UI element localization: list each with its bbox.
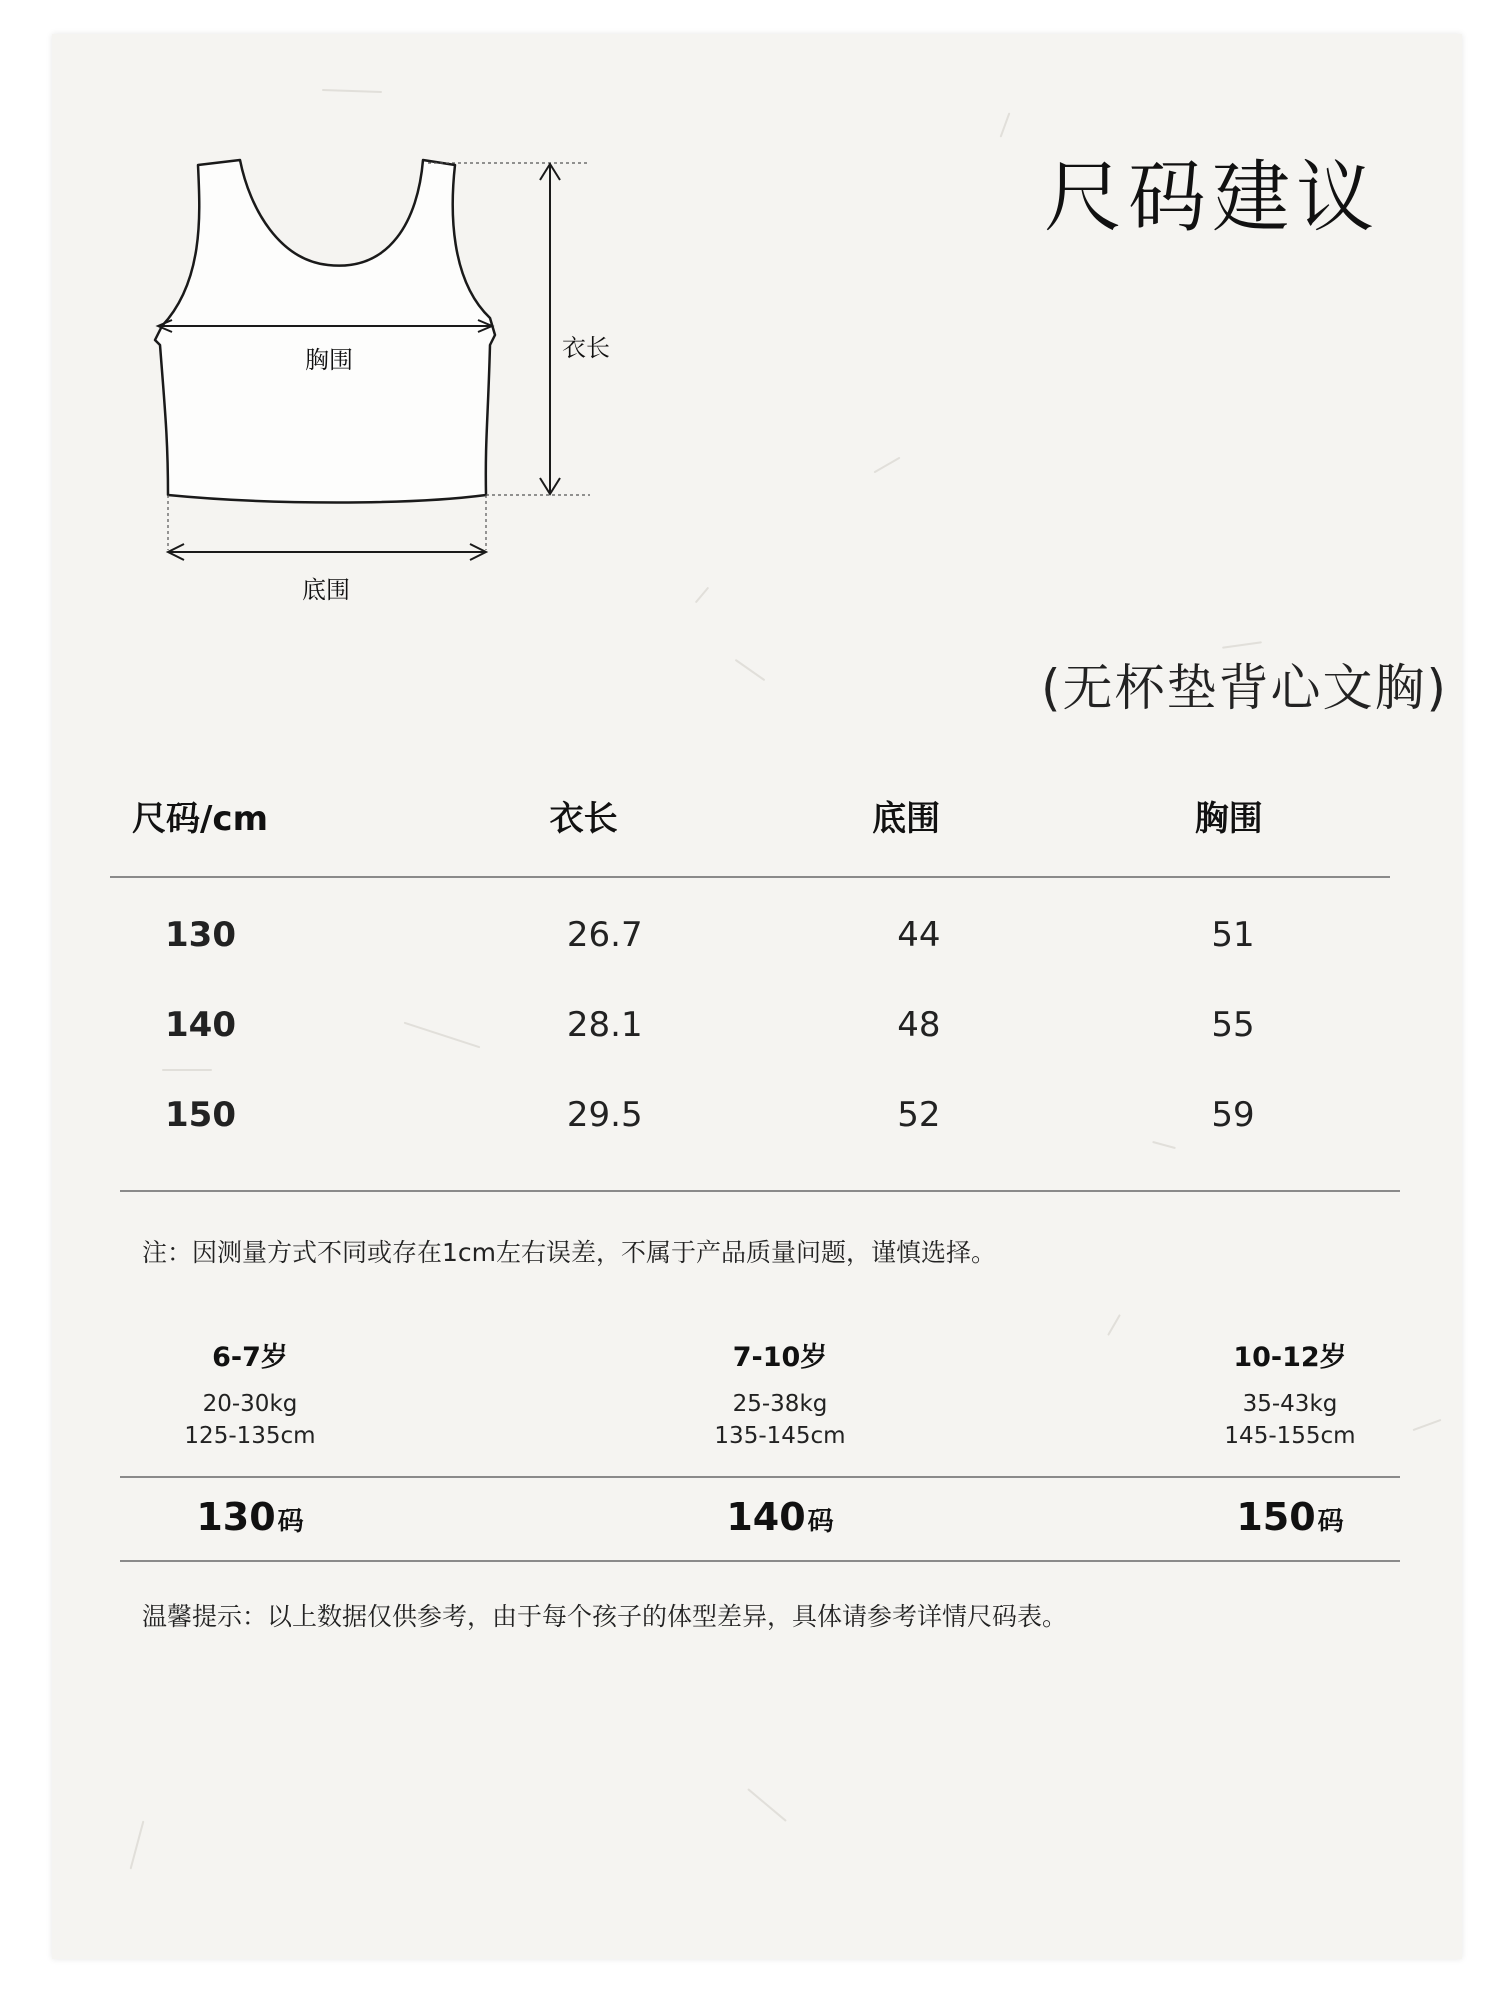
age-range: 7-10岁 [732,1342,828,1373]
header-size: 尺码/cm [132,798,268,839]
size-code: 130码 [196,1495,304,1539]
cell-chest: 51 [1211,915,1255,955]
chest-label: 胸围 [305,346,353,374]
hem-label: 底围 [302,576,350,604]
age-group [1160,1335,1420,1452]
weight-range: 35-43kg [1242,1391,1338,1417]
cell-length: 29.5 [566,1095,643,1135]
cell-hem: 48 [897,1005,941,1045]
size-code: 140码 [726,1495,834,1539]
divider [120,1560,1400,1562]
header-chest: 胸围 [1194,798,1263,839]
table-row [110,890,1390,980]
height-range: 135-145cm [714,1423,846,1449]
page-title: 尺码建议 [1043,153,1380,243]
weight-range: 20-30kg [202,1391,298,1417]
measurement-note: 注：因测量方式不同或存在1cm左右误差，不属于产品质量问题，谨慎选择。 [142,1238,997,1267]
table-header-row [110,770,1390,860]
tip-text: 温馨提示：以上数据仅供参考，由于每个孩子的体型差异，具体请参考详情尺码表。 [142,1602,1068,1631]
header-length: 衣长 [549,798,618,839]
table-divider [110,876,1390,878]
height-range: 145-155cm [1224,1423,1356,1449]
age-group [120,1335,380,1452]
length-label: 衣长 [562,334,610,362]
recommended-sizes [120,1480,1400,1560]
age-range: 6-7岁 [212,1342,288,1373]
divider [120,1190,1400,1192]
height-range: 125-135cm [184,1423,316,1449]
age-range: 10-12岁 [1233,1342,1347,1373]
divider [120,1476,1400,1478]
cell-length: 26.7 [566,915,643,955]
size-code: 150码 [1236,1495,1344,1539]
cell-size: 130 [165,915,236,955]
cell-chest: 55 [1211,1005,1255,1045]
cell-size: 140 [165,1005,236,1045]
table-row [110,1070,1390,1160]
cell-hem: 44 [897,915,941,955]
age-group [650,1335,910,1452]
table-row [110,980,1390,1070]
cell-size: 150 [165,1095,236,1135]
size-table [110,770,1390,1160]
product-subtitle: (无杯垫背心文胸) [1040,659,1448,717]
cell-chest: 59 [1211,1095,1255,1135]
cell-length: 28.1 [566,1005,643,1045]
cell-hem: 52 [897,1095,941,1135]
weight-range: 25-38kg [732,1391,828,1417]
header-hem: 底围 [872,798,941,839]
tank-top-outline [150,150,610,610]
garment-diagram [150,150,610,610]
